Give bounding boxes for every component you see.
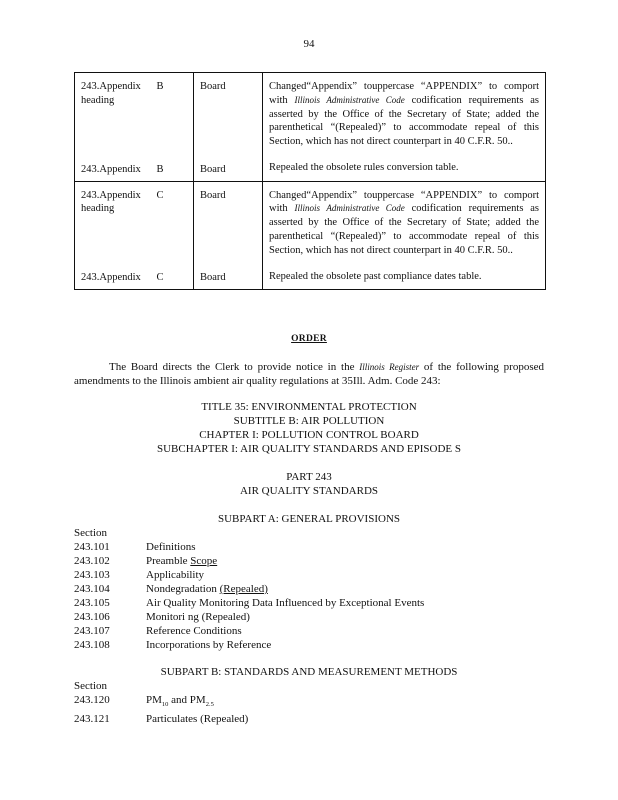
amendments-table xyxy=(74,72,546,290)
subpart-b-heading: SUBPART B: STANDARDS AND MEASUREMENT METHODS xyxy=(160,666,458,678)
list-item: 243.106 Monitori ng (Repealed) xyxy=(74,611,250,623)
note-text: Repealed the obsolete rules conversion table. xyxy=(269,161,459,173)
part-name-heading: AIR QUALITY STANDARDS xyxy=(239,485,379,497)
section-cell xyxy=(75,181,194,290)
section-letter: C xyxy=(156,272,164,284)
order-paragraph: The Board directs the Clerk to provide notice in the Illinois Register of the following proposed amendments to the Illinois ambient air quality regulations at 35Ill. Adm. Code 243: xyxy=(74,361,545,387)
source: Board xyxy=(200,163,226,175)
list-item: 243.121 Particulates (Repealed) xyxy=(74,713,249,726)
order-heading: ORDER xyxy=(291,334,327,344)
subpart-a-heading: SUBPART A: GENERAL PROVISIONS xyxy=(218,513,400,525)
page-number: 94 xyxy=(303,38,315,50)
section-label: Section xyxy=(74,527,107,539)
subchapter-heading: SUBCHAPTER I: AIR QUALITY STANDARDS AND EPISODE S xyxy=(157,443,461,455)
subpart-b-list xyxy=(74,679,248,726)
list-item: 243.108 Incorporations by Reference xyxy=(74,639,272,651)
title-heading: TITLE 35: ENVIRONMENTAL PROTECTION xyxy=(201,401,417,413)
source: Board xyxy=(200,272,226,284)
section-extra: heading xyxy=(81,203,115,215)
note-text: Changed“Appendix” touppercase “APPENDIX” to comport with Illinois Administrative Code codification requirements as asserted by the Office of the Secretary of State; added the parenthetical “(Repealed)” to accommodate repeal of this Section, which has not direct counterpart in 40 C.F.R. 50.. xyxy=(269,189,539,256)
subtitle-heading: SUBTITLE B: AIR POLLUTION xyxy=(233,415,385,427)
source: Board xyxy=(200,189,226,201)
table-row xyxy=(75,73,546,182)
section-extra: heading xyxy=(81,94,115,106)
list-item: 243.120 $PM_{10}$ and $PM_{2.5}$ xyxy=(74,694,214,709)
list-item: 243.105 Air Quality Monitoring Data Influenced by Exceptional Events xyxy=(74,597,425,609)
table-row xyxy=(75,181,546,290)
note-cell xyxy=(263,73,546,182)
section-cell xyxy=(75,73,194,182)
section-label: Section xyxy=(74,680,107,692)
section-name: 243.Appendix xyxy=(81,163,141,175)
list-item: 243.104 Nondegradation (Repealed) xyxy=(74,583,268,595)
section-name: 243.Appendix xyxy=(81,81,141,92)
source-cell xyxy=(194,73,263,182)
note-cell xyxy=(263,181,546,290)
section-letter: B xyxy=(156,81,164,92)
list-item: 243.103 Applicability xyxy=(74,569,205,581)
part-heading: PART 243 xyxy=(286,471,332,483)
note-text: Repealed the obsolete past compliance dates table. xyxy=(269,270,482,282)
section-letter: C xyxy=(156,189,164,201)
list-item: 243.101 Definitions xyxy=(74,541,196,553)
chapter-heading: CHAPTER I: POLLUTION CONTROL BOARD xyxy=(199,429,419,441)
list-item: 243.102 Preamble Scope xyxy=(74,555,218,567)
section-name: 243.Appendix xyxy=(81,272,141,284)
note-text: Changed“Appendix” touppercase “APPENDIX” to comport with Illinois Administrative Code codification requirements as asserted by the Office of the Secretary of State; added the parenthetical “(Repealed)” to accommodate repeal of this Section, which has not direct counterpart in 40 C.F.R. 50.. xyxy=(269,81,539,148)
subpart-a-list xyxy=(74,526,424,652)
section-name: 243.Appendix xyxy=(81,189,141,201)
source-cell xyxy=(194,181,263,290)
section-letter: B xyxy=(156,163,164,175)
source: Board xyxy=(200,81,226,92)
list-item: 243.107 Reference Conditions xyxy=(74,625,242,637)
